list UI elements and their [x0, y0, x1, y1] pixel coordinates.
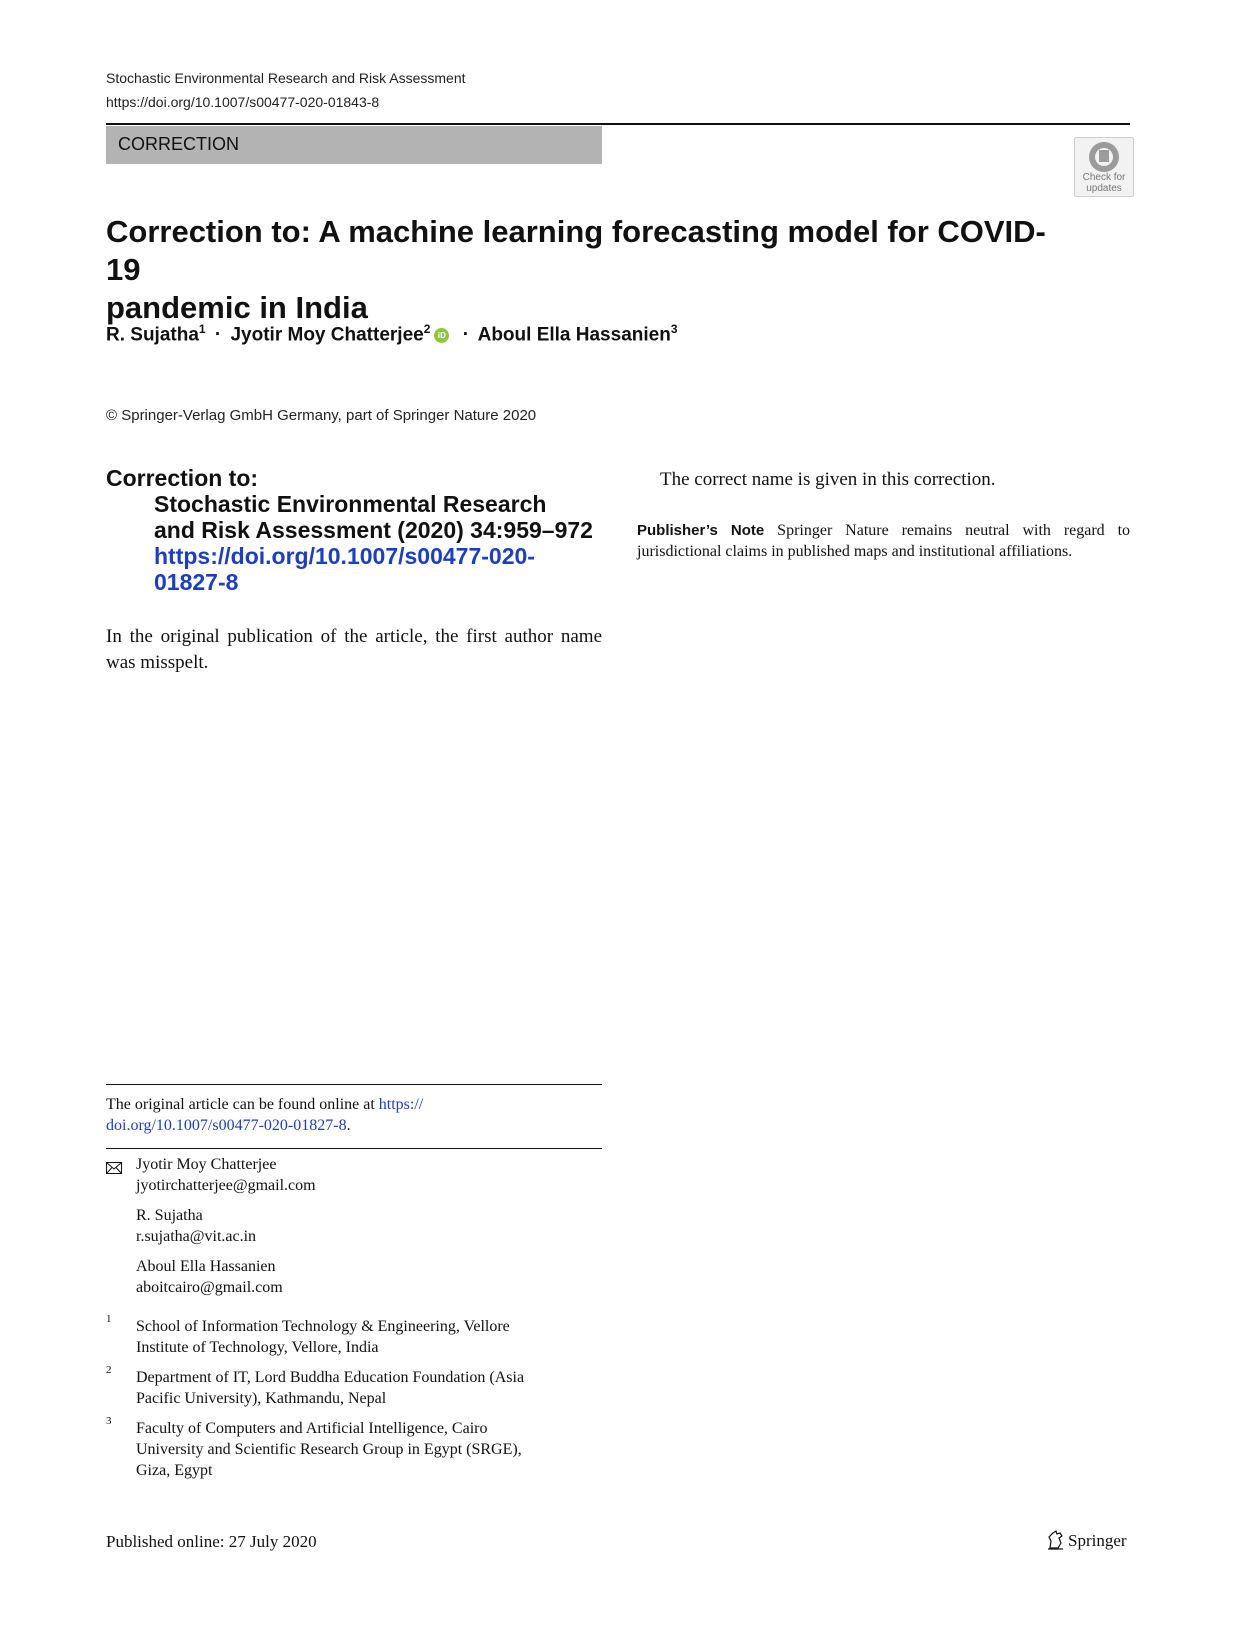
- article-title: [106, 213, 1056, 327]
- badge-text: [1075, 172, 1133, 194]
- reference-line1: Stochastic Environmental Research: [154, 491, 547, 517]
- article-doi[interactable]: https://doi.org/10.1007/s00477-020-01843-8: [106, 94, 380, 110]
- publisher-name: Springer: [1068, 1531, 1127, 1550]
- contact-email[interactable]: aboitcairo@gmail.com: [136, 1279, 283, 1296]
- published-date: Published online: 27 July 2020: [106, 1532, 317, 1551]
- badge-line2: updates: [1086, 183, 1122, 194]
- author-list: [106, 322, 678, 346]
- body-paragraph-right: The correct name is given in this correction.: [660, 469, 996, 490]
- contact-name: Aboul Ella Hassanien: [136, 1258, 276, 1275]
- affiliation-number: 3: [106, 1415, 112, 1427]
- author-name: Jyotir Moy Chatterjee: [230, 324, 424, 346]
- affiliation-text: [136, 1418, 606, 1481]
- contact-email[interactable]: jyotirchatterjee@gmail.com: [136, 1177, 316, 1194]
- original-note-link-cont[interactable]: doi.org/10.1007/s00477-020-01827-8: [106, 1117, 347, 1134]
- affiliation-line: Faculty of Computers and Artificial Intelligence, Cairo: [136, 1420, 488, 1437]
- affiliation-line: Department of IT, Lord Buddha Education Foundation (Asia: [136, 1369, 525, 1386]
- affiliation-line: Pacific University), Kathmandu, Nepal: [136, 1390, 387, 1407]
- badge-line1: Check for: [1082, 172, 1126, 183]
- doi-link-line1[interactable]: https://doi.org/10.1007/s00477-020-: [154, 543, 535, 569]
- author-affiliation-number: 3: [670, 322, 678, 336]
- bookmark-icon: [1089, 142, 1119, 172]
- orcid-icon[interactable]: iD: [434, 328, 449, 343]
- journal-name: Stochastic Environmental Research and Risk Assessment: [106, 70, 466, 86]
- contact-entry: [136, 1205, 256, 1247]
- original-note-suffix: .: [346, 1117, 351, 1134]
- contact-entry: [136, 1256, 283, 1298]
- affiliation-number: 2: [106, 1364, 112, 1376]
- article-type-label: CORRECTION: [118, 134, 239, 154]
- contact-name: Jyotir Moy Chatterjee: [136, 1156, 277, 1173]
- original-doi-link[interactable]: [154, 543, 574, 595]
- body-paragraph-left: In the original publication of the article, the first author name was misspelt.: [106, 626, 602, 673]
- author-separator: ·: [214, 324, 222, 346]
- original-article-note: [106, 1094, 602, 1136]
- author-affiliation-number: 2: [423, 322, 431, 336]
- affiliation-text: [136, 1316, 606, 1358]
- affiliation-line: School of Information Technology & Engineering, Vellore: [136, 1318, 510, 1335]
- affiliation-line: Institute of Technology, Vellore, India: [136, 1339, 379, 1356]
- copyright-notice: © Springer-Verlag GmbH Germany, part of Springer Nature 2020: [106, 407, 537, 424]
- publisher-note: [637, 520, 1130, 562]
- journal-header: [106, 66, 466, 114]
- footnote-rule-top: [106, 1084, 602, 1085]
- original-note-prefix: The original article can be found online at: [106, 1096, 375, 1113]
- author-name: Aboul Ella Hassanien: [477, 324, 671, 346]
- contact-entry: [136, 1154, 316, 1196]
- header-rule: [106, 123, 1130, 125]
- author-name: R. Sujatha: [106, 324, 199, 346]
- publisher-note-text: Springer Nature remains neutral with regard to jurisdictional claims in published maps and institutional affiliations.: [637, 522, 1131, 560]
- title-line2: pandemic in India: [106, 290, 368, 325]
- check-for-updates-badge[interactable]: [1074, 137, 1134, 197]
- reference-line2: and Risk Assessment (2020) 34:959–972: [154, 517, 593, 543]
- affiliation-number: 1: [106, 1313, 112, 1325]
- affiliation-line: University and Scientific Research Group in Egypt (SRGE),: [136, 1441, 522, 1458]
- envelope-icon: [106, 1162, 122, 1174]
- title-line1: Correction to: A machine learning forecasting model for COVID-19: [106, 214, 1046, 287]
- author-affiliation-number: 1: [198, 322, 206, 336]
- springer-horse-icon: [1047, 1530, 1065, 1550]
- publisher-logo: [1047, 1530, 1127, 1551]
- footnote-rule-bottom: [106, 1148, 602, 1149]
- correction-heading: Correction to:: [106, 465, 259, 491]
- original-note-link[interactable]: https://: [378, 1096, 424, 1113]
- author-separator: ·: [462, 324, 470, 346]
- affiliation-line: Giza, Egypt: [136, 1462, 213, 1479]
- correction-reference: [154, 491, 614, 543]
- contact-email[interactable]: r.sujatha@vit.ac.in: [136, 1228, 257, 1245]
- affiliation-text: [136, 1367, 606, 1409]
- doi-link-line2[interactable]: 01827-8: [154, 569, 239, 595]
- publisher-note-label: Publisher’s Note: [637, 522, 765, 539]
- contact-name: R. Sujatha: [136, 1207, 203, 1224]
